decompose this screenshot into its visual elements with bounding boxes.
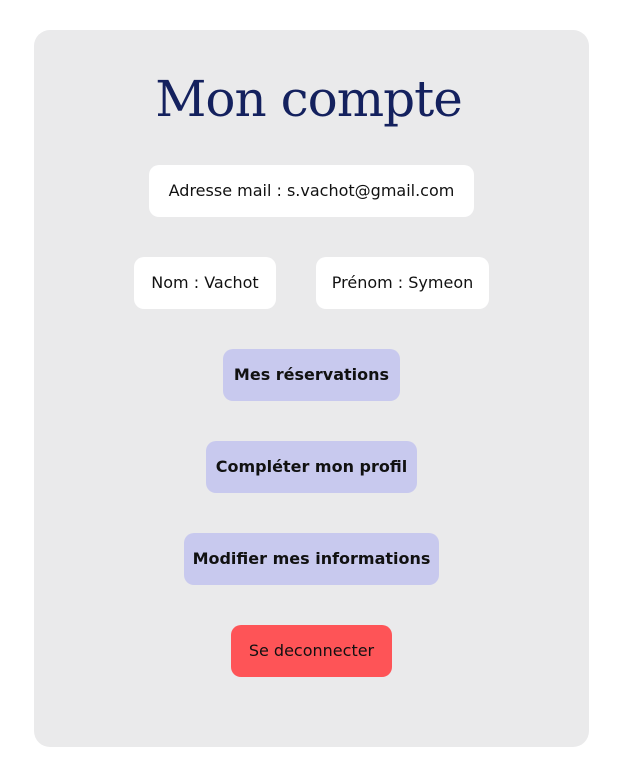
logout-button[interactable]: Se deconnecter [231, 625, 392, 677]
email-display: Adresse mail : s.vachot@gmail.com [149, 165, 474, 217]
my-reservations-button[interactable]: Mes réservations [223, 349, 400, 401]
first-name-display: Prénom : Symeon [316, 257, 489, 309]
page-title: Mon compte [155, 70, 462, 128]
last-name-display: Nom : Vachot [134, 257, 276, 309]
edit-information-button[interactable]: Modifier mes informations [184, 533, 439, 585]
complete-profile-button[interactable]: Compléter mon profil [206, 441, 417, 493]
